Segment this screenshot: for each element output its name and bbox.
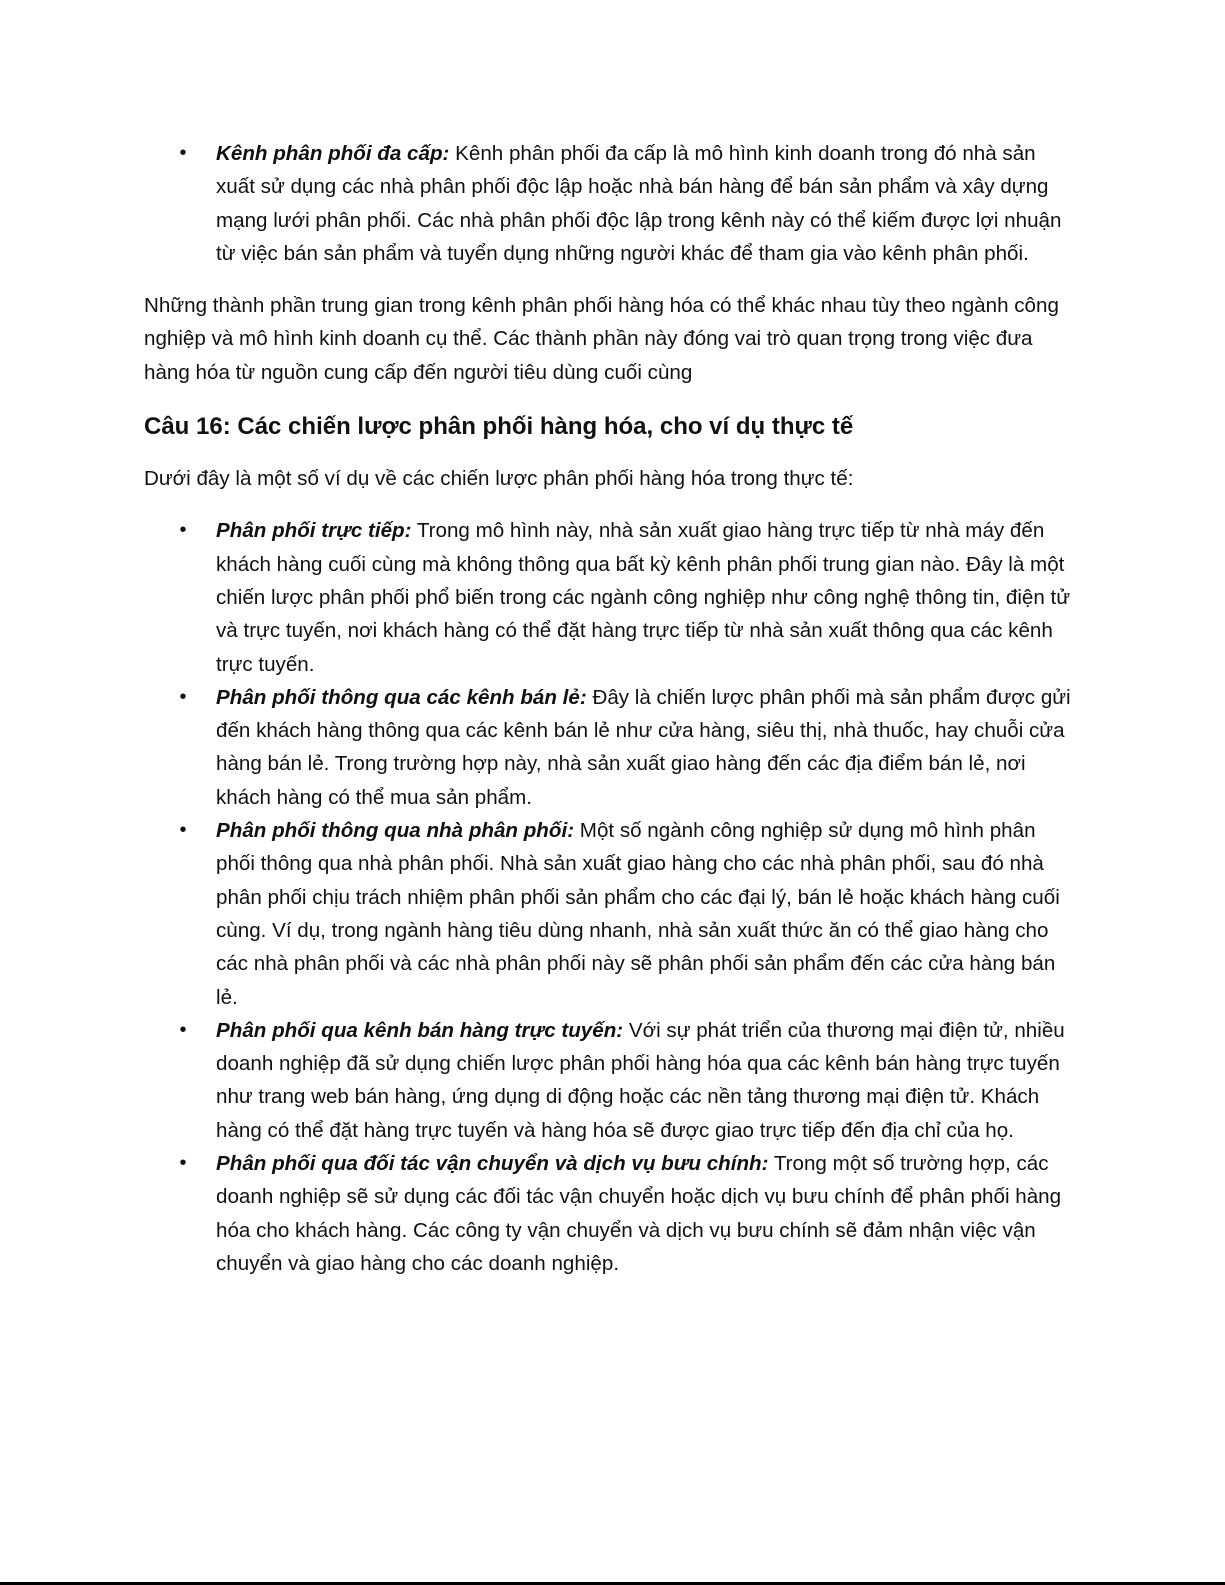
list-item: [144, 681, 1074, 814]
bullet-icon: •: [179, 685, 187, 708]
term-label: Phân phối thông qua nhà phân phối:: [216, 819, 575, 843]
bullet-list-strategies: [144, 514, 1074, 1280]
bullet-icon: •: [179, 1018, 187, 1041]
term-label: Phân phối qua kênh bán hàng trực tuyến:: [216, 1018, 624, 1042]
item-text: Trong một số trường hợp, các doanh nghiệp sẽ sử dụng các đối tác vận chuyển hoặc dịch vụ bưu chính để phân phối hàng hóa cho khách hàng. Các công ty vận chuyển và dịch vụ bưu chính sẽ đảm nhận việc vận chuyển và giao hàng cho các doanh nghiệp.: [216, 1152, 1062, 1275]
item-text: Đây là chiến lược phân phối mà sản phẩm được gửi đến khách hàng thông qua các kênh bán lẻ như cửa hàng, siêu thị, nhà thuốc, hay chuỗi cửa hàng bán lẻ. Trong trường hợp này, nhà sản xuất giao hàng đến các địa điểm bán lẻ, nơi khách hàng có thể mua sản phẩm.: [216, 685, 1071, 809]
item-text: Trong mô hình này, nhà sản xuất giao hàng trực tiếp từ nhà máy đến khách hàng cuối cùng mà không thông qua bất kỳ kênh phân phối trung gian nào. Đây là một chiến lược phân phối phổ biến trong các ngành công nghiệp như công nghệ thông tin, điện tử và trực tuyến, nơi khách hàng có thể đặt hàng trực tiếp từ nhà sản xuất thông qua các kênh trực tuyến.: [216, 519, 1071, 676]
bullet-icon: •: [179, 819, 187, 842]
item-text: Kênh phân phối đa cấp là mô hình kinh doanh trong đó nhà sản xuất sử dụng các nhà phân phối độc lập hoặc nhà bán hàng để bán sản phẩm và xây dựng mạng lưới phân phối. Các nhà phân phối độc lập trong kênh này có thể kiếm được lợi nhuận từ việc bán sản phẩm và tuyển dụng những người khác để tham gia vào kênh phân phối.: [216, 142, 1062, 265]
item-text: Một số ngành công nghiệp sử dụng mô hình phân phối thông qua nhà phân phối. Nhà sản xuất giao hàng cho các nhà phân phối, sau đó nhà phân phối chịu trách nhiệm phân phối sản phẩm cho các đại lý, bán lẻ hoặc khách hàng cuối cùng. Ví dụ, trong ngành hàng tiêu dùng nhanh, nhà sản xuất thức ăn có thể giao hàng cho các nhà phân phối và các nhà phân phối này sẽ phân phối sản phẩm đến các cửa hàng bán lẻ.: [216, 819, 1060, 1009]
list-item: [144, 514, 1074, 680]
summary-paragraph: Những thành phần trung gian trong kênh phân phối hàng hóa có thể khác nhau tùy theo ngành công nghiệp và mô hình kinh doanh cụ thể. Các thành phần này đóng vai trò quan trọng trong việc đưa hàng hóa từ nguồn cung cấp đến người tiêu dùng cuối cùng: [144, 294, 1059, 384]
term-label: Phân phối trực tiếp:: [216, 519, 412, 543]
list-item: [144, 814, 1074, 1014]
section-heading: Câu 16: Các chiến lược phân phối hàng hóa, cho ví dụ thực tế: [144, 413, 854, 441]
list-item: [144, 137, 1074, 270]
list-item: [144, 1014, 1074, 1147]
bullet-list-top: [144, 137, 1074, 270]
term-label: Phân phối qua đối tác vận chuyển và dịch vụ bưu chính:: [216, 1152, 769, 1176]
term-label: Phân phối thông qua các kênh bán lẻ:: [216, 685, 587, 709]
bullet-icon: •: [179, 1152, 187, 1175]
page-content: [144, 137, 1074, 1280]
item-text: Với sự phát triển của thương mại điện tử, nhiều doanh nghiệp đã sử dụng chiến lược phân phối hàng hóa qua các kênh bán hàng trực tuyến như trang web bán hàng, ứng dụng di động hoặc các nền tảng thương mại điện tử. Khách hàng có thể đặt hàng trực tuyến và hàng hóa sẽ được giao trực tiếp đến địa chỉ của họ.: [216, 1018, 1065, 1142]
list-item: [144, 1147, 1074, 1280]
term-label: Kênh phân phối đa cấp:: [216, 142, 450, 165]
bullet-icon: •: [179, 519, 187, 542]
intro-paragraph: Dưới đây là một số ví dụ về các chiến lược phân phối hàng hóa trong thực tế:: [144, 467, 854, 491]
bullet-icon: •: [179, 142, 187, 164]
